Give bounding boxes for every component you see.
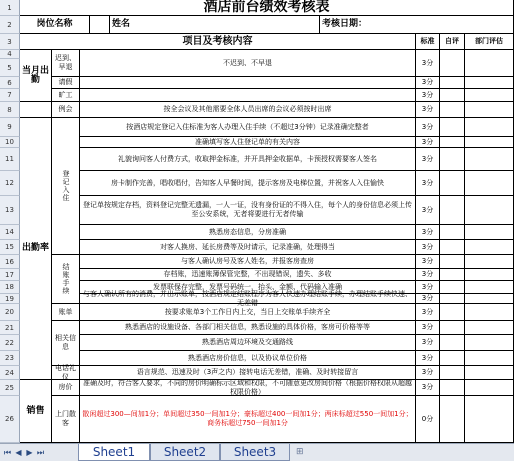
tab-sheet2[interactable]: Sheet2 [150,444,220,461]
dept-eval-cell[interactable] [465,366,514,380]
duty-item-content: 按酒店规定登记入住标准为客人办理入住手续（不超过3分钟）记录准确完整者 [80,118,416,137]
self-eval-cell[interactable] [440,137,465,148]
sheet-tab-bar [0,443,514,461]
score-cell: 3分 [416,240,440,255]
duty-item-content: 与客人确认房号及客人姓名，并报客房查房 [80,255,416,269]
items-header: 项目及考核内容 [20,34,416,50]
self-eval-cell[interactable] [440,240,465,255]
row-header[interactable]: 13 [0,196,20,225]
row-header[interactable]: 15 [0,240,20,255]
duty-item-content: 语言规范、迅速及时（3声之内）接转电话无差错，准确、及时转接留言 [80,366,416,380]
row-header[interactable]: 4 [0,50,20,59]
dept-eval-cell[interactable] [465,77,514,89]
row-header[interactable]: 19 [0,294,20,304]
insert-sheet-icon[interactable]: ⊞ [296,447,304,457]
duty-item-content: 存档账，迅速账簿保管完整，不出现错误，遗失、多收 [80,269,416,281]
score-cell: 3分 [416,137,440,148]
row-header[interactable]: 2 [0,16,20,34]
self-eval-cell[interactable] [440,50,465,77]
duty-item-content: 发票联保存完整，发票号码统一，抬头、金额、代码输入准确 [80,281,416,294]
self-eval-cell[interactable] [440,89,465,102]
self-eval-cell[interactable] [440,335,465,351]
self-eval-cell[interactable] [440,396,465,443]
score-cell: 3分 [416,351,440,366]
duty-item-content: 熟悉房态信息，分房准确 [80,225,416,240]
attendance-item-label: 例会 [52,102,80,118]
dept-eval-header: 部门评估 [465,34,514,50]
dept-eval-cell[interactable] [465,196,514,225]
name-label: 姓名 [110,16,320,34]
row-header[interactable]: 16 [0,255,20,269]
attendance-item-content: 不迟到、不早退 [80,50,416,77]
duty-item-content: 对客人换房、延长房费等及时请示，记录准确，处理得当 [80,240,416,255]
date-label: 考核日期： [320,16,514,34]
dept-eval-cell[interactable] [465,380,514,396]
post-name-value[interactable] [90,16,110,34]
score-cell: 3分 [416,281,440,294]
row-header[interactable]: 22 [0,335,20,351]
score-cell: 3分 [416,304,440,321]
self-eval-cell[interactable] [440,294,465,304]
sales-subcat: 上门散客 [52,396,80,443]
standard-header: 标准 [416,34,440,50]
duty-item-content: 房卡制作完善，唱收唱付，告知客人早餐时间，提示客房及电梯位置，并祝客人入住愉快 [80,171,416,196]
row-header[interactable]: 3 [0,34,20,50]
duty-item-content: 按要求账单3个工作日内上交，当日上交账单手续齐全 [80,304,416,321]
duty-item-content: 熟悉酒店房价信息，以及协议单位价格 [80,351,416,366]
self-eval-cell[interactable] [440,171,465,196]
self-eval-cell[interactable] [440,281,465,294]
attendance-item-content [80,77,416,89]
row-header[interactable]: 25 [0,380,20,396]
row-header[interactable]: 8 [0,102,20,118]
row-header[interactable]: 24 [0,366,20,380]
self-eval-cell[interactable] [440,148,465,171]
self-eval-cell[interactable] [440,366,465,380]
self-eval-cell[interactable] [440,304,465,321]
next-sheet-icon[interactable]: ▶ [26,448,33,457]
subcat-checkout: 结账手续 [52,255,80,304]
score-cell: 3分 [416,148,440,171]
sales-item-content: 准确及时，符合客人要求，不同的房价明确标示区域和权限，不可随意更改房间价格（根据价格权限从超越权限价格） [80,380,416,396]
dept-eval-cell[interactable] [465,118,514,137]
category-meeting [20,102,52,118]
duty-item-content: 熟悉酒店的设施设备、各部门相关信息，熟悉设施的具体价格，客房可价格等等 [80,321,416,335]
post-name-label: 岗位名称 [20,16,90,34]
prev-sheet-icon[interactable]: ◀ [15,448,22,457]
dept-eval-cell[interactable] [465,50,514,77]
score-cell: 3分 [416,171,440,196]
row-header[interactable]: 11 [0,148,20,171]
dept-eval-cell[interactable] [465,281,514,294]
self-eval-cell[interactable] [440,321,465,335]
self-eval-cell[interactable] [440,77,465,89]
duty-item-content: 与客人确认所有的消费，并出示账单，按酒店规定结账程序为客人快速办理结账手续，办理结账手续快速、无差错 [80,294,416,304]
category-sales: 销售 [20,380,52,443]
row-header[interactable]: 18 [0,281,20,294]
row-header[interactable]: 1 [0,0,20,16]
score-cell: 0分 [416,396,440,443]
row-header[interactable]: 14 [0,225,20,240]
attendance-item-label: 迟到、早退 [52,50,80,77]
row-header[interactable]: 5 [0,59,20,77]
self-eval-cell[interactable] [440,102,465,118]
row-header[interactable]: 26 [0,396,20,443]
row-header[interactable]: 23 [0,351,20,366]
subcat-info: 相关信息 [52,321,80,366]
row-header[interactable]: 20 [0,304,20,321]
self-eval-cell[interactable] [440,380,465,396]
score-cell: 3分 [416,50,440,77]
dept-eval-cell[interactable] [465,335,514,351]
category-attendance: 当月出勤 [20,50,52,102]
score-cell: 3分 [416,102,440,118]
self-eval-header: 自评 [440,34,465,50]
dept-eval-cell[interactable] [465,351,514,366]
row-header[interactable]: 21 [0,321,20,335]
score-cell: 3分 [416,335,440,351]
dept-eval-cell[interactable] [465,304,514,321]
score-cell: 3分 [416,196,440,225]
dept-eval-cell[interactable] [465,294,514,304]
attendance-item-content [80,89,416,102]
self-eval-cell[interactable] [440,196,465,225]
subcat-bill: 账单 [52,304,80,321]
row-header[interactable]: 17 [0,269,20,281]
self-eval-cell[interactable] [440,351,465,366]
sheet-title: 酒店前台绩效考核表 [20,0,514,16]
dept-eval-cell[interactable] [465,396,514,443]
score-cell: 3分 [416,89,440,102]
score-cell: 3分 [416,225,440,240]
attendance-item-label: 旷工 [52,89,80,102]
duty-item-content: 准确填写客人住登记单的有关内容 [80,137,416,148]
row-header[interactable]: 10 [0,137,20,148]
dept-eval-cell[interactable] [465,137,514,148]
sales-subcat: 房价 [52,380,80,396]
category-duty: 出勤率 [20,118,52,380]
attendance-item-label: 请假 [52,77,80,89]
row-header[interactable]: 9 [0,118,20,137]
self-eval-cell[interactable] [440,269,465,281]
score-cell: 3分 [416,366,440,380]
dept-eval-cell[interactable] [465,89,514,102]
score-cell: 3分 [416,321,440,335]
score-cell: 3分 [416,118,440,137]
row-header[interactable]: 6 [0,77,20,89]
duty-item-content: 礼貌询问客人付费方式，收取押金标准，并开具押金收据单，卡预授权需要客人签名 [80,148,416,171]
dept-eval-cell[interactable] [465,102,514,118]
last-sheet-icon[interactable]: ⏭ [36,447,45,457]
duty-item-content: 登记单按规定存档，资料登记完整无遗漏，一人一证，没有身份证的不得入住，每个人的身份信息必须上传至公安系统，无者将要进行无者传输 [80,196,416,225]
dept-eval-cell[interactable] [465,225,514,240]
sales-item-content: 散闲超过300—间加1分；单间超过350一间加1分；豪标超过400一间加1分；两床标超过550一间加1分；商务标超过750一间加1分 [80,396,416,443]
row-header[interactable]: 7 [0,89,20,102]
dept-eval-cell[interactable] [465,321,514,335]
dept-eval-cell[interactable] [465,240,514,255]
score-cell: 3分 [416,380,440,396]
dept-eval-cell[interactable] [465,171,514,196]
subcat-phone: 电话礼仪 [52,366,80,380]
duty-item-content: 熟悉酒店周边环境及交通路线 [80,335,416,351]
row-header[interactable]: 12 [0,171,20,196]
score-cell: 3分 [416,255,440,269]
dept-eval-cell[interactable] [465,255,514,269]
self-eval-cell[interactable] [440,225,465,240]
tab-sheet1[interactable]: Sheet1 [78,444,150,461]
score-cell: 3分 [416,77,440,89]
dept-eval-cell[interactable] [465,148,514,171]
self-eval-cell[interactable] [440,255,465,269]
score-cell: 3分 [416,269,440,281]
first-sheet-icon[interactable]: ⏮ [3,447,12,457]
dept-eval-cell[interactable] [465,269,514,281]
attendance-item-content: 按全会议及其他需要全体人员出席的会议必须按时出席 [80,102,416,118]
subcat-checkin: 登记入住 [52,118,80,255]
score-cell: 3分 [416,294,440,304]
self-eval-cell[interactable] [440,118,465,137]
tab-sheet3[interactable]: Sheet3 [220,444,290,461]
